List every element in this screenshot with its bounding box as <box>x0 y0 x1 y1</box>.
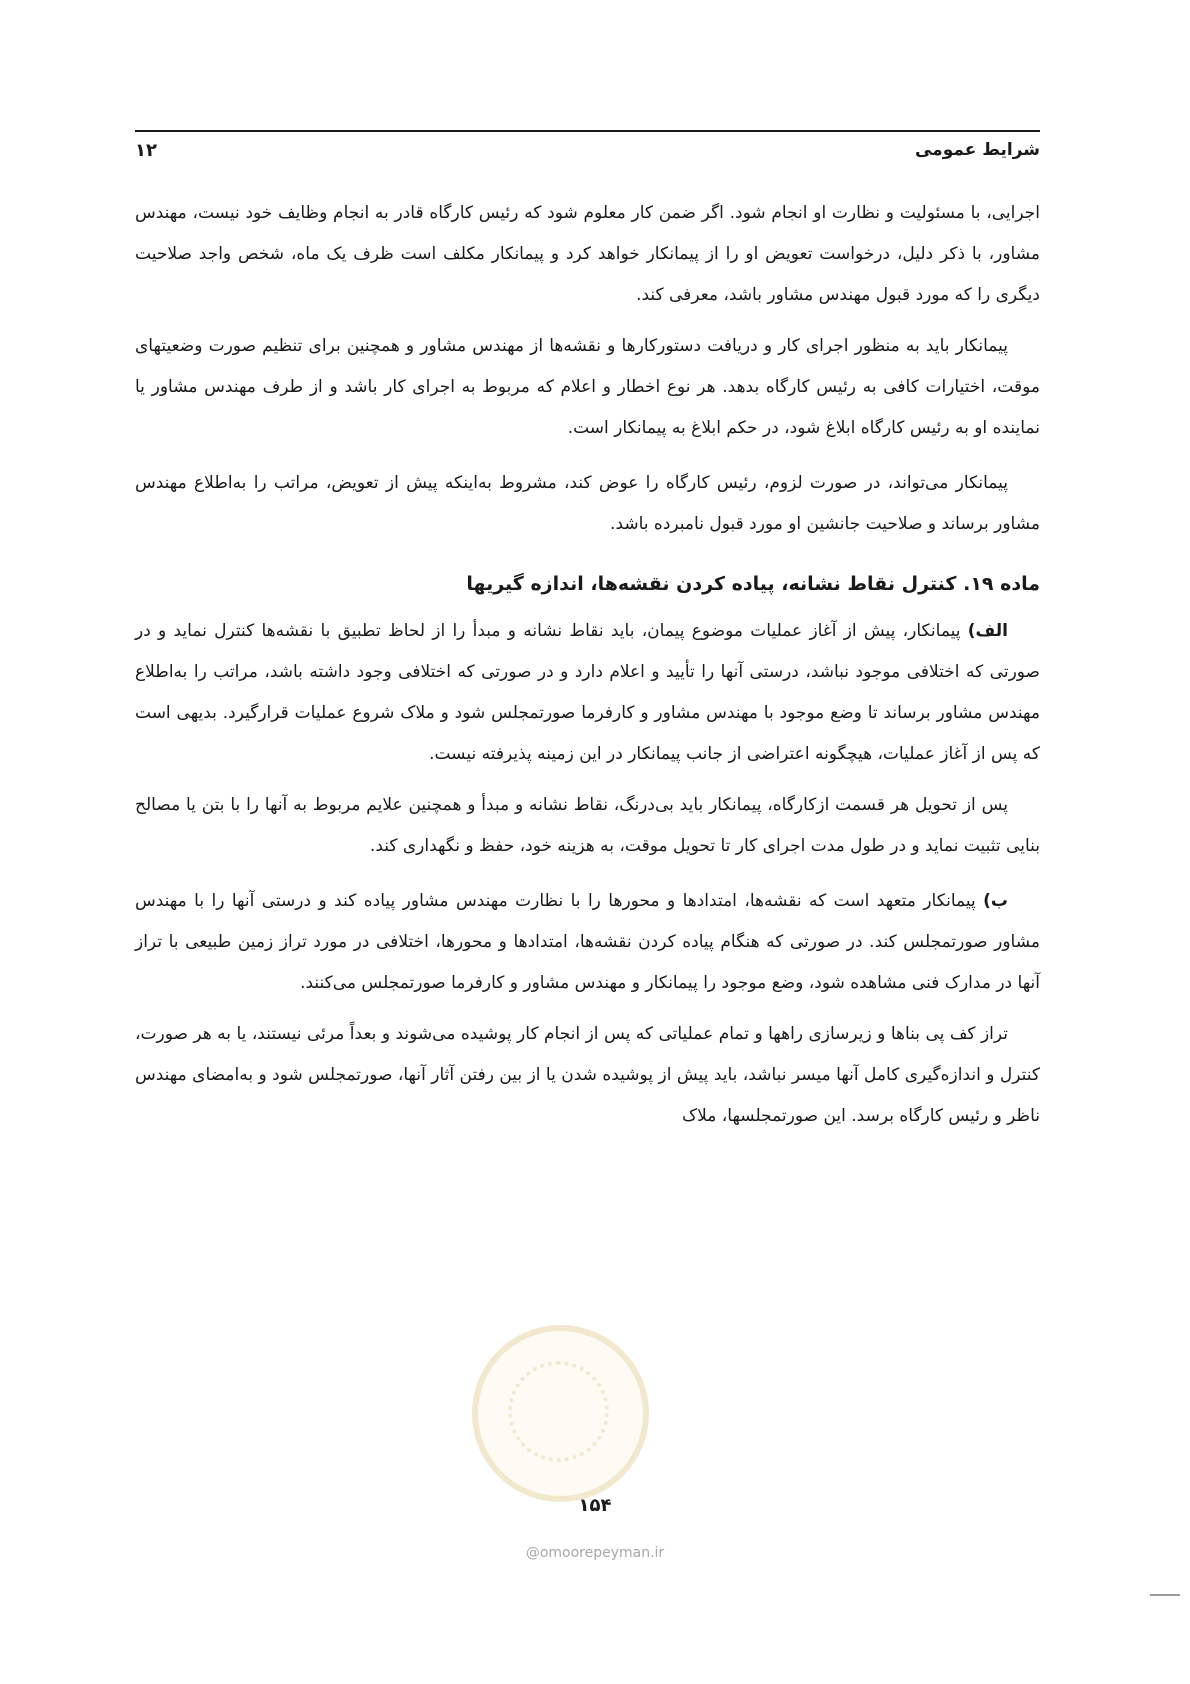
paragraph-2: پیمانکار باید به منظور اجرای کار و دریافت دستورکارها و نقشه‌ها از مهندس مشاور و همچنین برای تنظیم صورت وضعیتهای موقت، اختیارات کافی به رئیس کارگاه بدهد. هر نوع اخطار و اعلام که مربوط به اجرای کار باشد و از طرف مهندس مشاور یا نماینده او به رئیس کارگاه ابلاغ شود، در حکم ابلاغ به پیمانکار است. <box>135 336 1040 438</box>
watermark-text: @omoorepeyman.ir <box>525 1545 665 1561</box>
running-header <box>135 140 1040 170</box>
paragraph-7: تراز کف پی بناها و زیرسازی راهها و تمام عملیاتی که پس از انجام کار پوشیده می‌شوند و بعداً مرئی نیستند، یا به هر صورت، کنترل و اندازه‌گیری کامل آنها میسر نباشد، باید پیش از پوشیده شدن یا از بین رفتن آثار آنها، صورتمجلس شود و به‌امضای مهندس ناظر و رئیس کارگاه برسد. این صورتمجلسها، ملاک <box>135 1024 1040 1126</box>
paragraph-be <box>135 881 1040 1004</box>
paragraph-1: اجرایی، با مسئولیت و نظارت او انجام شود. اگر ضمن کار معلوم شود که رئیس کارگاه قادر به انجام وظایف خود نیست، مهندس مشاور، با ذکر دلیل، درخواست تعویض او را از پیمانکار خواهد کرد و پیمانکار مکلف است ظرف یک ماه، شخص واجد صلاحیت دیگری را که مورد قبول مهندس مشاور باشد، معرفی کند. <box>135 203 1040 305</box>
page-number: ۱۵۴ <box>578 1495 612 1516</box>
header-title: شرایط عمومی <box>914 140 1040 160</box>
header-rule <box>135 130 1040 132</box>
paragraph-be-text: پیمانکار متعهد است که نقشه‌ها، امتدادها و محورها را با نظارت مهندس مشاور پیاده کند و درستی آنها را با مهندس مشاور صورتمجلس کند. در صورتی که هنگام پیاده کردن نقشه‌ها، امتدادها و محورها، اختلافی در مورد تراز زمین طبیعی با تراز آنها در مدارک فنی مشاهده شود، وضع موجود را پیمانکار و مهندس مشاور و کارفرما صورتمجلس می‌کنند. <box>135 891 1040 993</box>
clause-label-alef: الف) <box>967 621 1008 641</box>
article-19-heading: ماده ۱۹. کنترل نقاط نشانه، پیاده کردن نقشه‌ها، اندازه گیریها <box>466 573 1040 595</box>
edge-mark <box>1150 1594 1180 1596</box>
clause-label-be: ب) <box>983 891 1008 911</box>
watermark-seal <box>472 1325 649 1502</box>
paragraph-alef-text: پیمانکار، پیش از آغاز عملیات موضوع پیمان، باید نقاط نشانه و مبدأ را از لحاظ تطبیق با نقشه‌ها کنترل نماید و در صورتی که اختلافی موجود نباشد، درستی آنها را تأیید و اعلام دارد و در صورتی که اختلافی وجود داشته باشد، مراتب را به‌اطلاع مهندس مشاور برساند تا وضع موجود با مهندس مشاور و کارفرما صورتمجلس شود و ملاک شروع عملیات قرارگیرد. بدیهی است که پس از آغاز عملیات، هیچگونه اعتراضی از جانب پیمانکار در این زمینه پذیرفته نیست. <box>135 621 1040 764</box>
paragraph-alef <box>135 611 1040 775</box>
header-page-number: ۱۲ <box>135 140 157 161</box>
body-text <box>135 193 1040 1137</box>
paragraph-5: پس از تحویل هر قسمت ازکارگاه، پیمانکار باید بی‌درنگ، نقاط نشانه و مبدأ و همچنین علایم مربوط به آنها را با بتن یا مصالح بنایی تثبیت نماید و در طول مدت اجرای کار تا تحویل موقت، به هزینه خود، حفظ و نگهداری کند. <box>135 795 1040 856</box>
paragraph-3: پیمانکار می‌تواند، در صورت لزوم، رئیس کارگاه را عوض کند، مشروط به‌اینکه پیش از تعویض، مراتب را به‌اطلاع مهندس مشاور برساند و صلاحیت جانشین او مورد قبول نامبرده باشد. <box>135 473 1040 534</box>
